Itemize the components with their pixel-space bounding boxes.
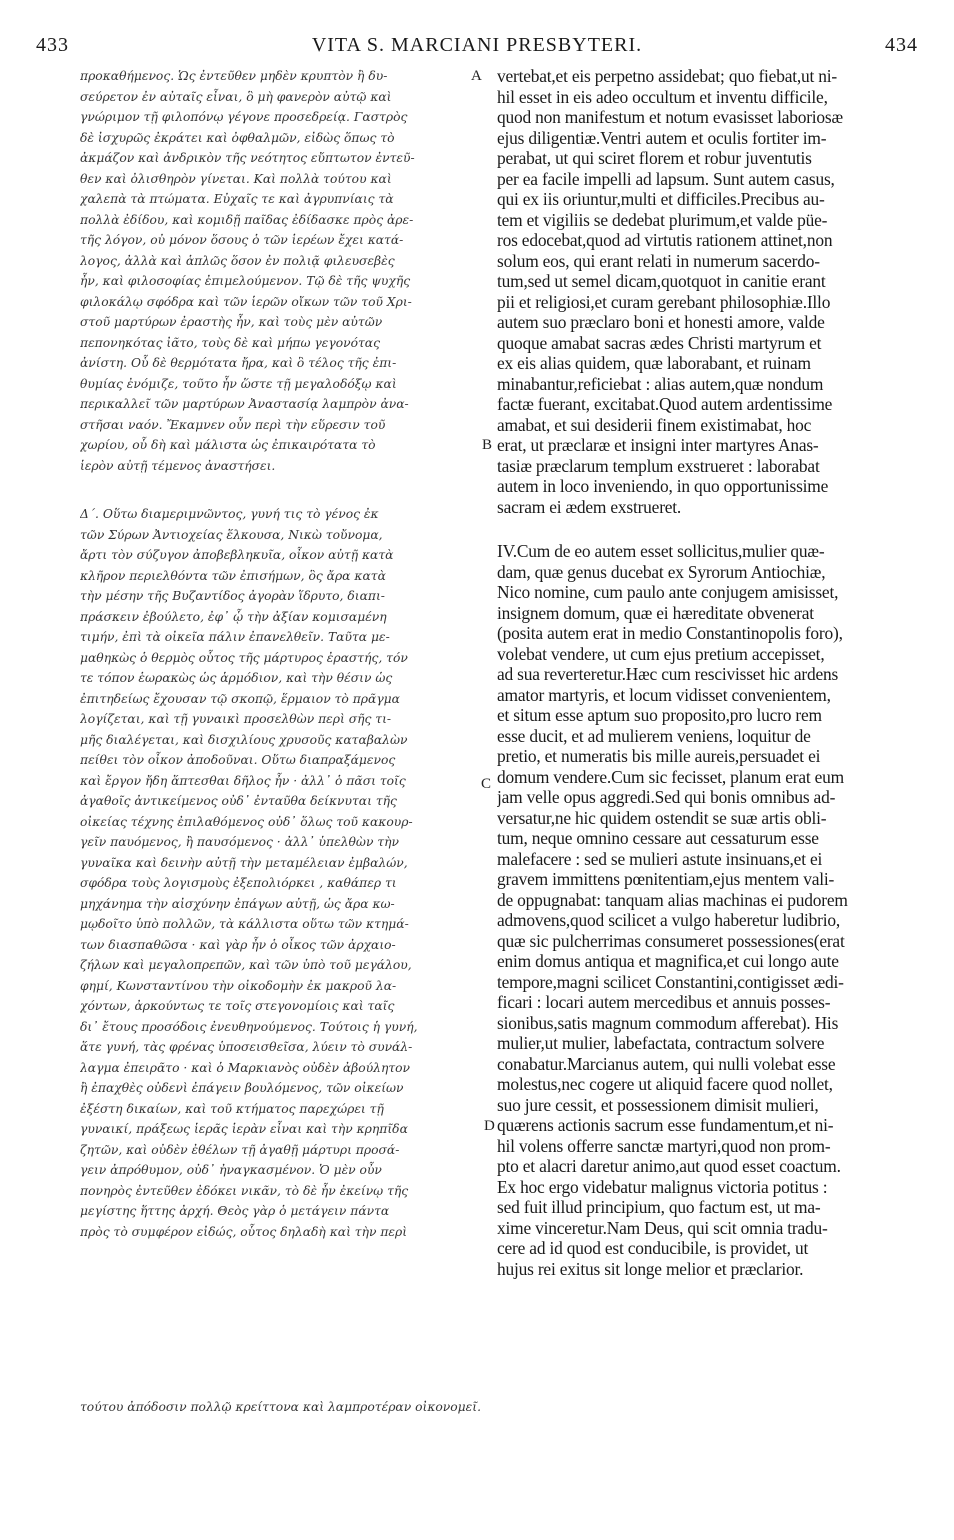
- text-line: τῆς λόγον, οὐ μόνον ὅσους ὁ τῶν ἱερέων ἔχει κατά-: [80, 233, 404, 247]
- text-line: IV.Cum de eo autem esset sollicitus,mulier quæ-: [497, 541, 825, 561]
- text-line: δὲ ἰσχυρῶς ἐκράτει καὶ ὀφθαλμῶν, εἰδὼς ὅπως τὸ: [80, 130, 395, 145]
- text-line: ἄρτι τὸν σύζυγον ἀποβεβληκυῖα, οἶκον αὐτῇ κατὰ: [80, 548, 394, 562]
- margin-marker-c: C: [481, 776, 492, 792]
- text-line: sacram ei ædem exstrueret.: [497, 496, 682, 517]
- text-line: Ex hoc ergo videbatur malignus victoria potitus :: [497, 1176, 828, 1197]
- text-line: tum, neque omnino cessare aut cessaturum esse: [497, 828, 819, 848]
- text-line: καὶ ἔργον ἤδη ἅπτεσθαι δῆλος ἦν · ἀλλ᾽ ὁ πᾶσι τοῖς: [80, 773, 406, 788]
- text-line: perabat, ut qui sciret florem et robur juventutis: [497, 148, 812, 168]
- text-line: et situm esse aptum suo proposito,pro lucro rem: [497, 705, 822, 725]
- text-line: θεν καὶ ὀλισθηρὸν γίνεται. Καὶ πολλὰ τούτου καὶ: [80, 171, 392, 186]
- greek-paragraph-2: [80, 504, 485, 1242]
- text-line: xime vinceretur.Nam Deus, qui scit omnia tradu-: [497, 1217, 828, 1238]
- text-line: minabantur,reficiebat : alias autem,quæ nondum: [497, 373, 824, 394]
- text-line: molestus,nec cogere ut aliquid facere quod nollet,: [497, 1074, 833, 1094]
- text-line: conabatur.Marcianus autem, qui nulli volebat esse: [497, 1053, 836, 1074]
- text-line: τιμήν, ἐπὶ τὰ οἰκεῖα πάλιν ἐπανελθεῖν. Ταῦτα με-: [80, 630, 390, 644]
- margin-marker-a: A: [471, 68, 482, 84]
- text-line: sed fuit illud principium, quo factum est, ut ma-: [497, 1197, 821, 1217]
- text-line: ζήλων καὶ μεγαλοπρεπῶν, καὶ τῶν ὑπὸ τοῦ μεγάλου,: [80, 958, 412, 972]
- greek-closing-line: τούτου ἀπόδοσιν πολλῷ κρείττονα καὶ λαμπροτέραν οἰκονομεῖ.: [80, 1400, 481, 1414]
- text-line: admovens,quod scilicet a vulgo haberetur ludibrio,: [497, 910, 841, 930]
- text-line: ficari : locari autem mercedibus et annuis posses-: [497, 992, 831, 1012]
- text-line: hil volens offerre sanctæ martyri,quod non prom-: [497, 1135, 831, 1156]
- text-line: hujus rei exitus sit longe melior et præclarior.: [497, 1258, 804, 1279]
- page-number-right: 434: [885, 34, 918, 56]
- text-line: χαλεπὰ τὰ πτώματα. Εὐχαῖς τε καὶ ἀγρυπνίαις τὰ: [80, 192, 394, 206]
- text-line: suo jure cessit, et possessionem dimisit mulieri,: [497, 1094, 819, 1115]
- text-line: Δ΄. Οὕτω διαμεριμνῶντος, γυνή τις τὸ γένος ἐκ: [80, 507, 379, 521]
- text-line: versatur,ne hic quidem ostendit se suæ artis obli-: [497, 807, 827, 828]
- text-line: amabat, et sui desiderii finem existimabat, hoc: [497, 414, 812, 435]
- text-line: τε τόπον ἑωρακὼς ὡς ἁρμόδιον, καὶ τὴν θέσιν ὡς: [80, 671, 393, 685]
- text-line: στῆσαι ναόν. Ἔκαμνεν οὖν περὶ τὴν εὕρεσιν τοῦ: [80, 417, 386, 432]
- text-line: πεπονηκότας ἰᾶτο, τοὺς δὲ καὶ μήπω γεγονότας: [80, 335, 380, 350]
- text-line: χόντων, ἀρκούντως τε τοῖς στεγονομίοις καὶ ταῖς: [80, 999, 395, 1013]
- text-line: φιλοκάλῳ σφόδρα καὶ τῶν ἱερῶν οἴκων τῶν τοῦ Χρι-: [80, 294, 412, 309]
- text-line: ἦν, καὶ φιλοσοφίας ἐπιμελούμενον. Τῷ δὲ τῆς ψυχῆς: [80, 274, 411, 288]
- text-line: τῶν Σύρων Ἀντιοχείας ἕλκουσα, Νικὼ τοὔνομα,: [80, 527, 383, 542]
- text-line: mulier,ut mulier, labefactata, contractum solvere: [497, 1033, 825, 1053]
- text-line: tum,sed ut semel dicam,quotquot in canitie erant: [497, 271, 826, 291]
- text-line: cere ad id quod est conducibile, is providet, ut: [497, 1238, 809, 1258]
- text-line: quoque amabat sacras ædes Christi martyrum et: [497, 332, 822, 353]
- latin-column: [497, 66, 917, 1279]
- paragraph-gap: [497, 517, 917, 541]
- text-line: quæ sic pulcherrimas consumeret possessiones(erat: [497, 930, 845, 951]
- text-line: tasiæ præclarum templum exstrueret : laborabat: [497, 455, 820, 476]
- text-line: tem et vigiliis se dedebat plurimum,et valde püe-: [497, 209, 828, 230]
- text-line: ἱερὸν αὐτῇ τέμενος ἀναστήσει.: [80, 458, 276, 473]
- text-line: φημί, Κωνσταντίνου τὴν οἰκοδομὴν ἐκ μακροῦ λα-: [80, 978, 397, 993]
- text-line: ἅτε γυνή, τὰς φρένας ὑποσεισθεῖσα, λύειν τὸ συνάλ-: [80, 1040, 413, 1054]
- text-line: δι᾽ ἔτους προσόδοις ἐνευθηνούμενος. Τούτοις ἡ γυνή,: [80, 1019, 418, 1034]
- text-line: esse ducit, et ad mulierem veniens, loquitur de: [497, 725, 811, 746]
- text-line: insignem domum, quæ ei hæreditate obvenerat: [497, 602, 814, 623]
- margin-marker-d: D: [484, 1118, 495, 1134]
- text-line: jam velle opus aggredi.Sed qui bonis omnibus ad-: [497, 787, 836, 807]
- text-line: gravem immittens pœnitentiam,ejus mentem vali-: [497, 869, 835, 889]
- text-line: ἐπιτηδείως ἔχουσαν τῷ σκοπῷ, ἕρμαιον τὸ πρᾶγμα: [80, 691, 400, 706]
- text-line: volebat vendere, ut cum ejus pretium accepisset,: [497, 643, 825, 664]
- text-line: quod non manifestum et notum evasisset laboriosæ: [497, 107, 843, 127]
- text-line: ἀκμάζον καὶ ἀνδρικὸν τῆς νεότητος εὔπτωτον ἐντεῦ-: [80, 151, 415, 165]
- text-line: pto et alacri daretur animo,aut quod esset coactum.: [497, 1156, 841, 1176]
- text-line: factæ fuerant, excitabat.Quod autem ardentissime: [497, 394, 833, 414]
- text-line: τὴν μέσην τῆς Βυζαντίδος ἀγορὰν ἵδρυτο, διαπι-: [80, 589, 385, 603]
- text-line: περικαλλεῖ τῶν μαρτύρων Ἀναστασίᾳ λαμπρὸν ἀνα-: [80, 397, 409, 411]
- text-line: πράσκειν ἐβούλετο, ἐφ᾽ ᾧ τὴν ἀξίαν κομισαμένη: [80, 609, 387, 624]
- paragraph-gap: [80, 476, 485, 504]
- text-line: per ea facile impelli ad lapsum. Sunt autem casus,: [497, 168, 835, 189]
- text-line: ros edocebat,quod ad virtutis rationem attinet,non: [497, 230, 833, 250]
- text-line: domum vendere.Cum sic fecisset, planum erat eum: [497, 766, 845, 787]
- text-line: solum eos, qui erant relati in numerum sacerdo-: [497, 250, 820, 271]
- text-line: σφόδρα τοὺς λογισμοὺς ἐξεπολιόρκει , καθάπερ τι: [80, 876, 397, 890]
- running-header: [36, 34, 918, 58]
- text-line: λαγμα ἐπειρᾶτο · καὶ ὁ Μαρκιανὸς οὐδὲν ἀβούλητον: [80, 1060, 411, 1075]
- text-line: γυναῖκα καὶ δεινὴν αὐτῇ τὴν μεταμέλειαν ἐμβαλών,: [80, 855, 408, 870]
- text-line: γειν ἀπρόθυμον, οὐδ᾽ ἠναγκασμένον. Ὁ μὲν οὖν: [80, 1163, 382, 1177]
- text-line: λογίζεται, καὶ τῇ γυναικὶ προσελθὼν περὶ σῆς τι-: [80, 712, 392, 726]
- greek-column: [80, 66, 485, 1242]
- text-line: ex eis alias quidem, quæ laborabant, et ruinam: [497, 353, 811, 373]
- text-line: vertebat,et eis perpetno assidebat; quo fiebat,ut ni-: [497, 66, 837, 86]
- text-line: πρὸς τὸ συμφέρον εἰδώς, οὗτος δηλαδὴ καὶ τὴν περὶ: [80, 1224, 408, 1239]
- text-line: dam, quæ genus ducebat ex Syrorum Antiochiæ,: [497, 561, 826, 582]
- margin-marker-b: B: [482, 437, 493, 453]
- text-line: de oppugnabat: tanquam alias machinas ei pudorem: [497, 889, 848, 910]
- text-line: ad sua reverteretur.Hæc cum rescivisset hic ardens: [497, 664, 839, 684]
- text-line: hil esset in eis adeo occultum et inventu difficile,: [497, 86, 828, 107]
- text-line: λογος, ἀλλὰ καὶ ἁπλῶς ὅσον ἐν πολιᾷ φιλευσεβὲς: [80, 253, 395, 268]
- text-line: autem in loco inveniendo, in quo opportunissime: [497, 476, 829, 496]
- text-line: γεῖν παυόμενος, ἢ παυσόμενος · ἀλλ᾽ ὑπελθὼν τὴν: [80, 835, 399, 849]
- text-line: των διασπαθῶσα · καὶ γὰρ ἦν ὁ οἶκος τῶν ἀρχαιο-: [80, 937, 396, 952]
- text-line: ἀγαθοῖς ἀντικείμενος οὐδ᾽ ἐνταῦθα δείκνυται τῆς: [80, 794, 397, 808]
- text-line: οἰκείας τέχνης ἐπιλαθόμενος οὐδ᾽ ὅλως τοῦ κακουρ-: [80, 814, 413, 829]
- text-line: qui ex iis oriuntur,multi et difficiles.Precibus au-: [497, 189, 825, 209]
- text-line: tempore,magni scilicet Constantini,contigisset ædi-: [497, 971, 844, 992]
- text-line: autem suo præclaro boni et honesti amore, valde: [497, 312, 825, 332]
- text-line: μαθηκὼς ὁ θερμὸς οὗτος τῆς μάρτυρος ἐραστής, τόν: [80, 650, 408, 665]
- text-line: κλῆρον περιελθόντα τῶν ἐπισήμων, ὃς ἄρα κατὰ: [80, 568, 386, 583]
- text-line: amator martyris, et locum vidisset convenientem,: [497, 684, 831, 705]
- page-number-left: 433: [36, 34, 69, 56]
- text-line: enim domus antiqua et magnifica,et cui longo aute: [497, 951, 839, 971]
- text-line: σεύρετον ἐν αὐταῖς εἶναι, ὃ μὴ φανερὸν αὐτῷ καὶ: [80, 89, 392, 104]
- text-line: ἐξέστη δικαίων, καὶ τοῦ κτήματος παρεχώρει τῇ: [80, 1101, 384, 1116]
- text-line: Nico nomine, cum paulo ante conjugem amisisset,: [497, 582, 839, 602]
- running-title: VITA S. MARCIANI PRESBYTERI.: [311, 34, 643, 56]
- text-line: χωρίου, οὗ δὴ καὶ μάλιστα ὡς ἐπικαιρότατα τὸ: [80, 438, 376, 452]
- text-line: malefacere : sed se mulieri astute insinuans,et ei: [497, 848, 823, 869]
- text-line: ejus diligentiæ.Ventri autem et oculis fortiter im-: [497, 127, 827, 148]
- text-line: pii et religiosi,et curam gerebant philosophiæ.Illo: [497, 291, 831, 312]
- text-line: quærens actionis sacrum esse fundamentum,et ni-: [497, 1115, 834, 1135]
- text-line: ἢ ἐπαχθὲς οὐδενὶ ἐπάγειν βουλόμενος, τῶν οἰκείων: [80, 1081, 404, 1095]
- text-line: μῳδοῖτο ὑπὸ πολλῶν, τὰ κάλλιστα οὕτω τῶν κτημά-: [80, 917, 409, 931]
- text-line: erat, ut præclaræ et insigni inter martyres Anas-: [497, 435, 819, 455]
- text-line: pretio, et numeratis bis mille aureis,persuadet ei: [497, 746, 821, 766]
- text-line: sionibus,satis magnum commodum afferebat). His: [497, 1012, 839, 1033]
- text-line: ζητῶν, καὶ οὐδὲν ἐθέλων τῇ ἀγαθῇ μάρτυρι προσά-: [80, 1142, 400, 1157]
- text-line: πονηρὸς ἐντεῦθεν ἐδόκει νικᾶν, τὸ δὲ ἦν ἐκείνῳ τῆς: [80, 1183, 409, 1198]
- text-line: μεγίστης ἥττης ἀρχή. Θεὸς γὰρ ὁ μετάγειν πάντα: [80, 1204, 390, 1218]
- text-line: μῆς διαλέγεται, καὶ δισχιλίους χρυσοῦς καταβαλὼν: [80, 732, 408, 747]
- text-line: μηχάνημα τὴν αἰσχύνην ἐπάγων αὐτῇ, ὡς ἄρα κω-: [80, 896, 395, 911]
- text-line: θυμίας ἐνόμιζε, τοῦτο ἦν ὥστε τῇ μεγαλοδόξῳ καὶ: [80, 376, 397, 391]
- text-line: (posita autem erat in medio Constantinopolis foro),: [497, 623, 843, 643]
- text-line: πολλὰ ἐδίδου, καὶ κομιδῇ παῖδας ἐδίδασκε πρὸς ἀρε-: [80, 212, 414, 227]
- text-line: στοῦ μαρτύρων ἐραστὴς ἦν, καὶ τοὺς μὲν αὐτῶν: [80, 315, 383, 329]
- text-line: γυναικί, πράξεως ἱερᾶς ἱερὰν εἶναι καὶ τὴν κρηπῖδα: [80, 1122, 408, 1136]
- greek-paragraph-1: [80, 66, 485, 476]
- text-line: πείθει τὸν οἶκον ἀποδοῦναι. Οὕτω διαπραξάμενος: [80, 753, 396, 767]
- latin-paragraph-1: [497, 66, 917, 517]
- text-line: προκαθήμενος. Ὡς ἐντεῦθεν μηδὲν κρυπτὸν ἢ δυ-: [80, 69, 388, 83]
- text-line: γνώριμον τῇ φιλοπόνῳ γέγονε προσεδρείᾳ. Γαστρὸς: [80, 110, 408, 124]
- text-line: ἀνίστη. Οὗ δὲ θερμότατα ἤρα, καὶ ὃ τέλος τῆς ἐπι-: [80, 356, 397, 370]
- latin-paragraph-2: [497, 541, 917, 1279]
